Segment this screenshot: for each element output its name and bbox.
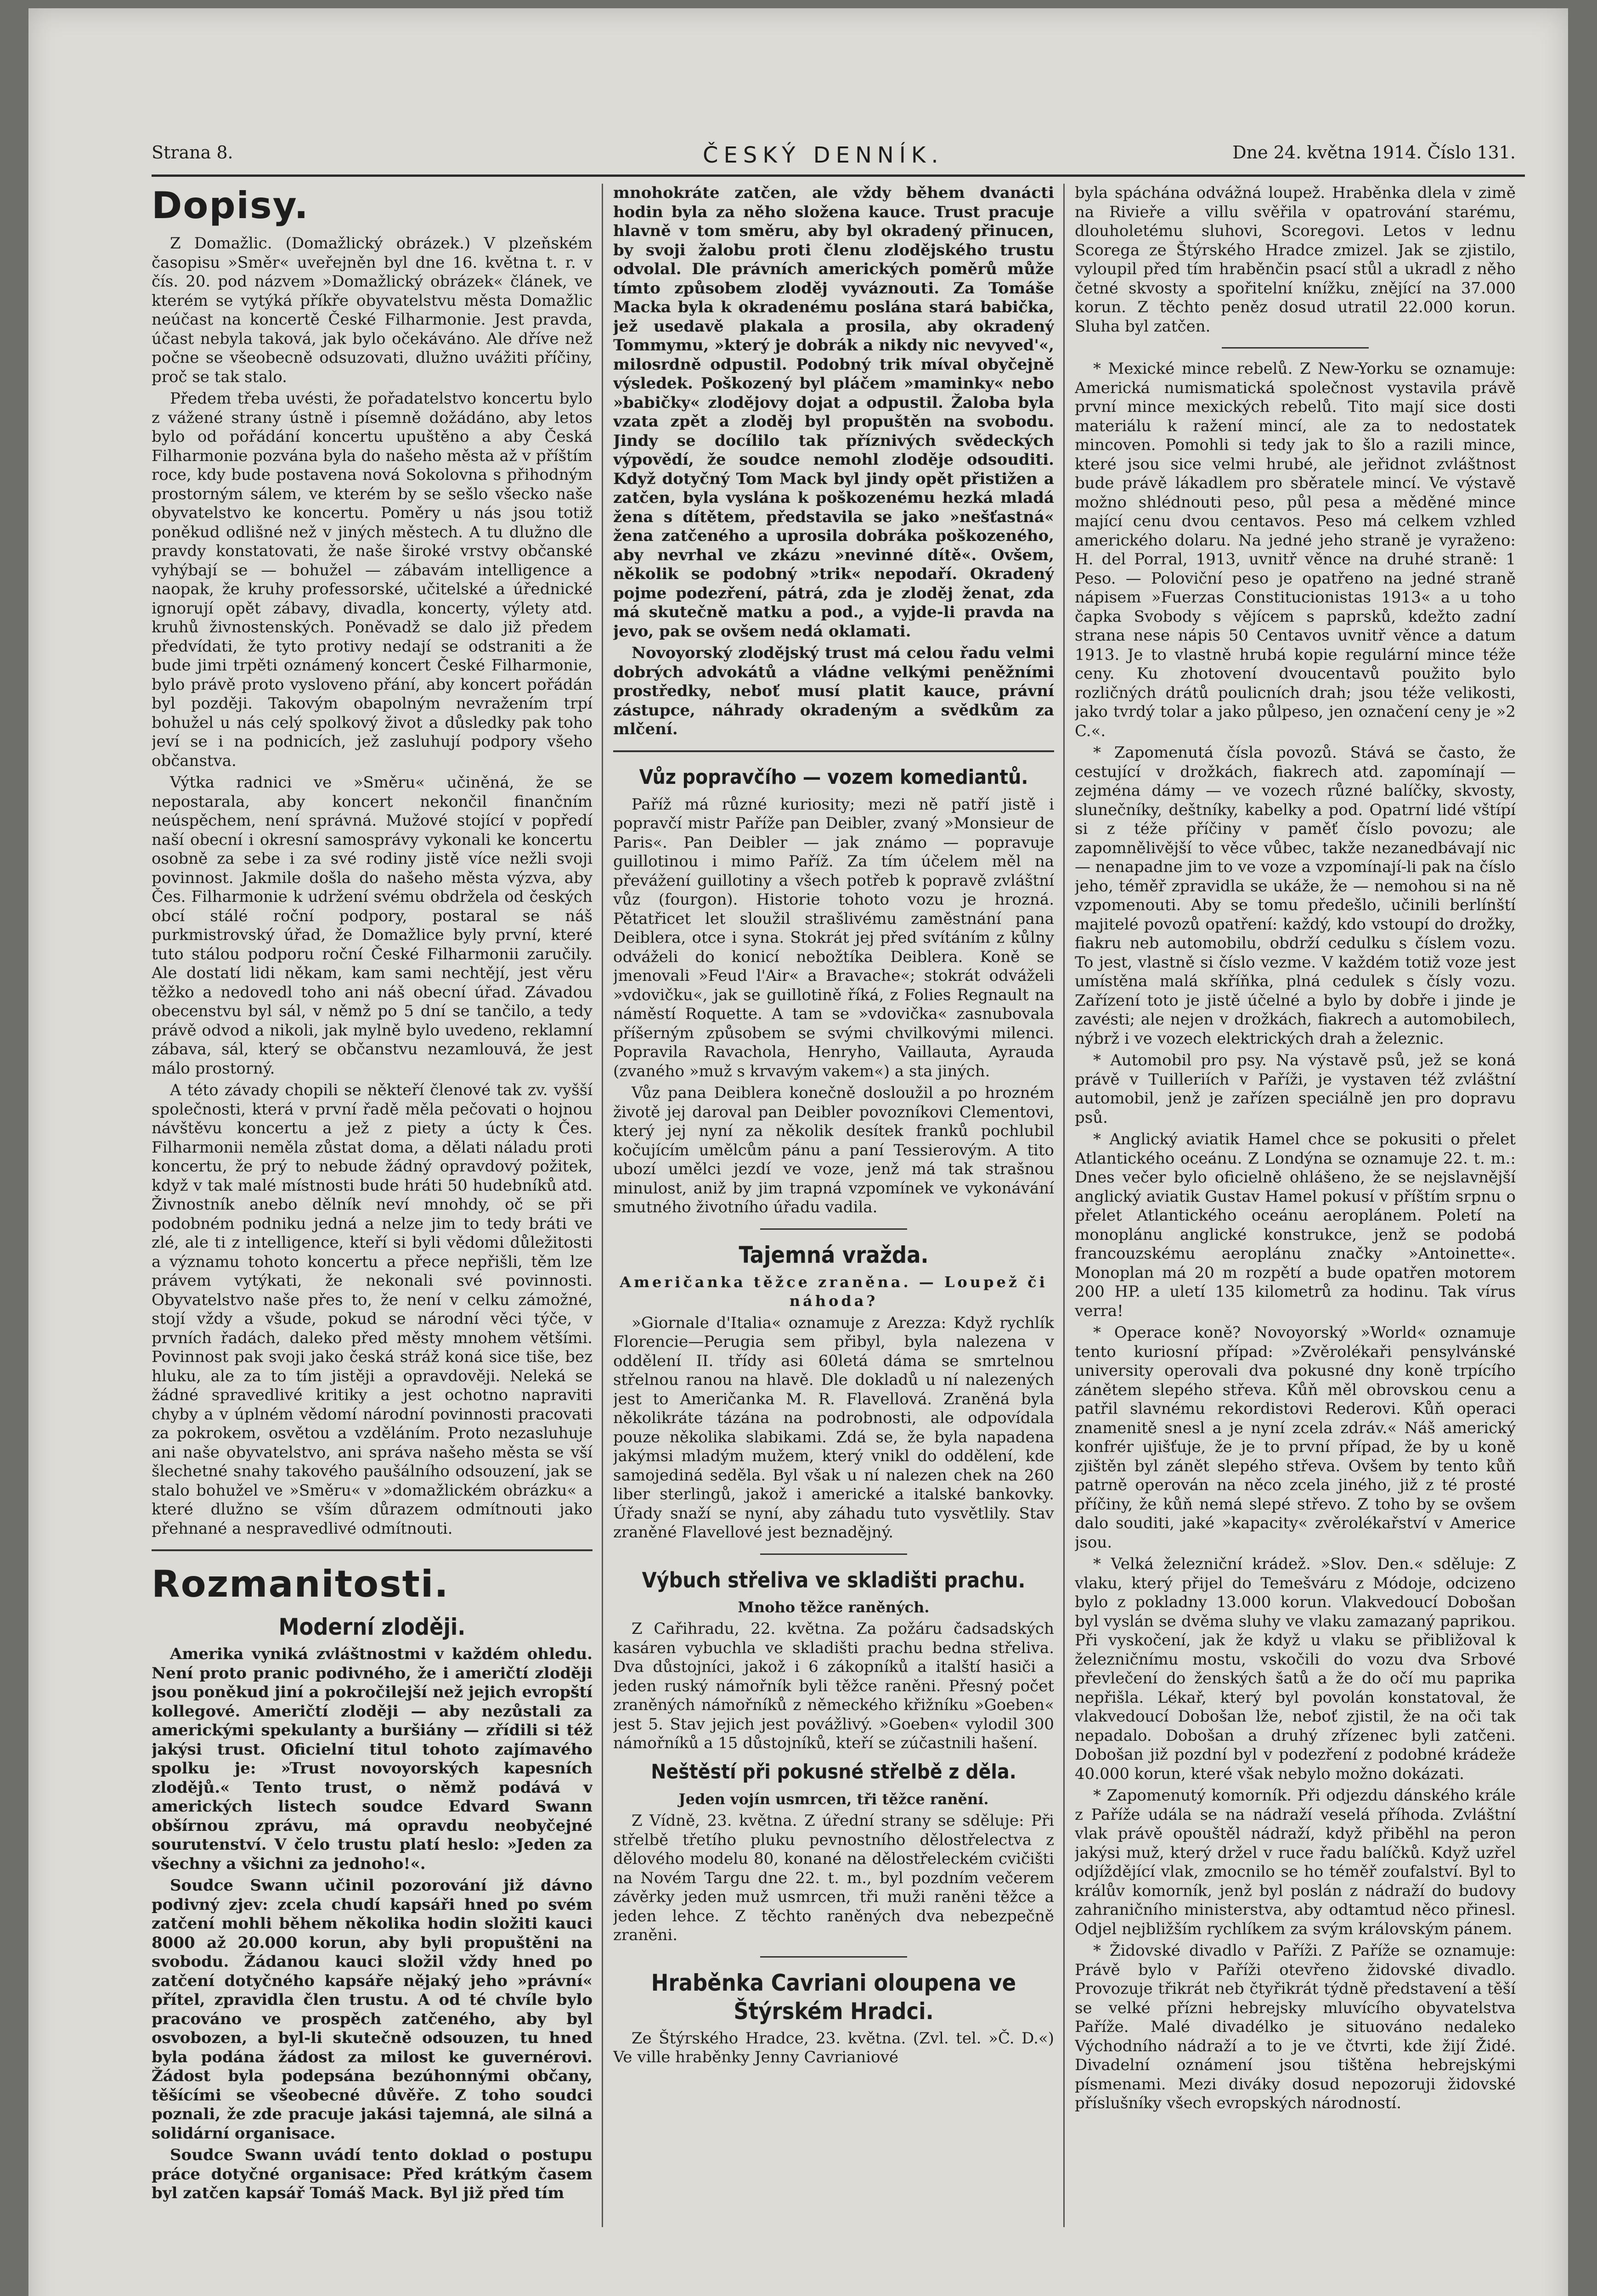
news-item: * Mexické mince rebelů. Z New-Yorku se oznamuje: Americká numismatická společnost vystavila právě první mince mexických rebelů. Tito mají sice dosti materiálu k ražení mincí, ale za to nedostatek mincoven. Pomohli si tedy jak to šlo a razili mince, které jsou sice velmi hrubé, ale jeřidnot zvláštnost bude právě lákadlem pro sběratele mincí. Ve výstavě možno shlédnouti peso, půl pesa a měděné mince mající cenu dvou centavos. Peso má celkem vzhled amerického dolaru. Na jedné jeho straně je vyraženo: H. del Porral, 1913, uvnitř věnce na druhé straně: 1 Peso. — Poloviční peso je opatřeno na jedné straně nápisem »Fuerzas Constitucionistas 1913« a u toho čapka Svobody s vějícem s paprsků, kdežto zadní strana nese nápis 50 Centavos uvnitř věnce a datum 1913. Je to vlastně hrubá kopie regulární mince téže ceny. Ku zhotovení dvoucentavů použito bylo rozličných drátů poulicních drah; jsou téže velikosti, jako tvrdý tolar a jako půlpeso, jen označení ceny je »2 C.«. <box>1075 360 1516 740</box>
news-item: * Zapomenutý komorník. Při odjezdu dánského krále z Paříže udála se na nádraží veselá příhoda. Zvláštní vlak právě opouštěl nádraží, když přiběhl na peron jakýsi muž, který držel v ruce řadu balíčků. Když uzřel odjíždějící vlak, zmocnilo se ho téměř zoufalství. Byl to králův komorník, jenž byl poslán z nádraží do budovy zahraničního ministerstva, aby odtamtud něco přinesl. Odjel nejbližším rychlíkem za svým královským pánem. <box>1075 1786 1516 1938</box>
page-number: Strana 8. <box>152 142 233 163</box>
article-heading: Neštěstí při pokusné střelbě z děla. <box>651 1760 1016 1784</box>
article-paragraph: Předem třeba uvésti, že pořadatelstvo koncertu bylo z vážené strany ústně i písemně dožádáno, aby letos bylo od pořádání koncertu upuštěno a aby Česká Filharmonie pozvána byla do našeho města až v příštím roce, kdy bude postavena nová Sokolovna s přihodným prostorným sálem, ve kterém by se sešlo všecko naše obyvatelstvo ke koncertu. Poměry u nás jsou totiž poněkud odlišné než v jiných městech. A tu dlužno dle pravdy konstatovati, že naše široké vrstvy občanské vyhýbají se — bohužel — zábavám intelligence a naopak, že kruhy professorské, učitelské a úřednické ignorují opět zábavy, divadla, koncerty, výlety atd. kruhů živnostenských. Poněvadž se dalo již předem předvídati, že tyto protivy nedají se odstraniti a že bude jimi trpěti oznámený koncert České Filharmonie, bylo právě proto vysloveno přání, aby koncert pořádán byl později. Takovým obapolným nevražením trpí bohužel u nás celý spolkový život a důsledky pak toho jeví se i na podnicích, jež zasluhují podpory všeho občanstva. <box>152 389 593 770</box>
page-header <box>152 138 1525 177</box>
article-paragraph: Výtka radnici ve »Směru« učiněná, že se nepostarala, aby koncert nekončil finančním neúspěchem, není správná. Mužové stojící v popředí naší obecní i okresní samosprávy vykonali ke koncertu osobně za sebe i za své rodiny jistě více nežli svoji povinnost. Jakmile došla do našeho města výzva, aby Čes. Filharmonie k udržení svému obdržela od českých obcí stálé roční podpory, postaral se náš purkmistrovský úřad, že Domažlice byly první, které tuto stálou podporu roční České Filharmonii zaručily. Ale dostatí lidi někam, kam sami nechtějí, jest věru těžko a nedovedl toho ani náš obecní úřad. Závadou obecenstvu byl sál, v němž po 5 dní se tančilo, a tedy právě odvod a nikoli, jak mylně bylo uvedeno, reklamní zábava, sál, který se občanstvu nezamlouvá, že jest málo prostorný. <box>152 773 593 1078</box>
news-item: * Židovské divadlo v Paříži. Z Paříže se oznamuje: Právě bylo v Paříži otevřeno židovské divadlo. Provozuje třikrát neb čtyřikrát týdně představení a těší se velké přízni hebrejsky mluvícího obyvatelstva Paříže. Malé divadélko je situováno nedaleko Východního nádraží a to je ve čtvrti, kde žijí Židé. Divadelní oznámení jsou tištěna hebrejskými písmenami. Mezi diváky dosud nepozoruji židovské příslušníky všech evropských národností. <box>1075 1941 1516 2112</box>
article-divider <box>1222 347 1369 349</box>
news-item: * Velká železniční krádež. »Slov. Den.« sděluje: Z vlaku, který přijel do Temešváru z Módoje, odcizeno bylo z pokladny 13.000 korun. Vlakvedoucí Dobošan byl vyslán se dvěma sluhy ve vlaku zamazaný paprikou. Při vyskočení, jak že když u vlaku se přibližoval k železničnímu mostu, vskočili do vozu dva Srbové převlečení do ženských šatů a že do očí mu paprika nepřišla. Lékař, který byl povolán konstatoval, že vlakvedoucí Dobošan lže, neboť zjistil, že na oči tak nepadalo. Dobošan a druhý zřízenec byli zatčeni. Dobošan již pozdní byl v podezření z podobné krádeže 40.000 korun, které však nebylo možno dokázati. <box>1075 1555 1516 1783</box>
article-subheading: Jeden vojín usmrcen, tři těžce ranění. <box>678 1790 989 1808</box>
article-paragraph: Soudce Swann učinil pozorování již dávno podivný zjev: zcela chudí kapsáři hned po svém zatčení mohli během několika hodin složiti kauci 8000 až 20.000 korun, aby byli propuštěni na svobodu. Žádanou kauci složil vždy hned po zatčení dotyčného kapsáře nějaký jeho »právní« přítel, zpravidla člen trustu. A od té chvíle bylo pracováno ve prospěch zatčeného, aby byl osvobozen, a byl-li skutečně odsouzen, tu hned byla podána žádost za milost ke guvernérovi. Žádost byla podepsána bezúhonnými občany, těšícími se všeobecné důvěře. Z toho soudci poznali, že zde pracuje jakási tajemná, ale silná a solidární organisace. <box>152 1876 593 2143</box>
article-divider <box>760 1553 907 1555</box>
article-divider <box>613 750 1054 752</box>
article-divider <box>760 1228 907 1230</box>
column-3 <box>1075 184 1516 2227</box>
article-paragraph: byla spáchána odvážná loupež. Hraběnka dlela v zimě na Rivieře a villu svěřila v opatrování starému, dlouholetému sluhovi, Scoregovi. Letos v lednu Scorega ze Štýrského Hradce zmizel. Jak se zjistilo, vyloupil před tím hraběnčin psací stůl a ukradl z něho četné skvosty a spořitelní knížku, znějící na 37.000 korun. Z těchto peněz dosud utratil 22.000 korun. Sluha byl zatčen. <box>1075 184 1516 336</box>
article-paragraph: Vůz pana Deiblera konečně dosloužil a po hrozném životě jej daroval pan Deibler povozníkovi Clementovi, který jej nyní za několik desítek franků pochlubil kočujícím umělcům pánu a paní Tessierovým. A tito ubozí umělci jezdí ve voze, jenž má tak strašnou minulost, aniž by jim trapná vzpomínek ve vykonávání smutného životního úřadu vadila. <box>613 1084 1054 1216</box>
article-heading: Tajemná vražda. <box>739 1241 929 1268</box>
article-paragraph: Amerika vyniká zvláštnostmi v každém ohledu. Není proto pranic podivného, že i američtí zloději jsou poněkud jiní a pokročilejší než jejich evropští kollegové. Američtí zloději — aby nezůstali za americkými spekulanty a buršiány — zřídili si též jakýsi trust. Oficielní titul tohoto zajímavého spolku je: »Trust novoyorských kapesních zlodějů.« Tento trust, o němž podává v amerických listech soudce Edvard Swann obšírnou zprávu, má opravdu neobyčejné sourutenství. V čelo trustu platí heslo: »Jeden za všechny a všichni za jednoho!«. <box>152 1645 593 1873</box>
article-paragraph: Soudce Swann uvádí tento doklad o postupu práce dotyčné organisace: Před krátkým časem byl zatčen kapsář Tomáš Mack. Byl již před tím <box>152 2146 593 2202</box>
column-rule <box>1063 184 1065 2227</box>
article-paragraph: Z Cařihradu, 22. května. Za požáru čadsadských kasáren vybuchla ve skladišti prachu bedna střeliva. Dva důstojníci, jakož i 6 zákopníků a italští hasiči a jeden ruský námořník byli těžce raněni. Přesný počet zraněných námořníků z německého křižníku »Goeben« jest 5. Stav jejich jest povážlivý. »Goeben« vylodil 300 námořníků a 15 důstojníků, kteří se zúčastnili hašení. <box>613 1620 1054 1752</box>
article-paragraph: Z Domažlic. (Domažlický obrázek.) V plzeňském časopisu »Směr« uveřejněn byl dne 16. května t. r. v čís. 20. pod názvem »Domažlický obrázek« článek, ve kterém se vytýká příkře obyvatelstvu města Domažlic neúčast na koncertě České Filharmonie. Jest pravda, účast nebyla taková, jak bylo očekáváno. Ale dříve než počne se všeobecně odsuzovati, dlužno uvážiti příčiny, proč se tak stalo. <box>152 234 593 386</box>
section-heading-dopisy: Dopisy. <box>152 184 309 227</box>
article-heading: Vůz popravčího — vozem komediantů. <box>639 765 1028 789</box>
section-heading-rozmanitosti: Rozmanitosti. <box>152 1563 449 1605</box>
article-paragraph: Z Vídně, 23. května. Z úřední strany se sděluje: Při střelbě třetího pluku pevnostního dělostřelectva z dělového modelu 80, konané na dělostřeleckém cvičišti na Novém Targu dne 22. t. m., byl pozdním večerem závěrky jeden muž usmrcen, tři muži raněni těžce a jeden lehce. Z těchto raněných dva nebezpečně zraněni. <box>613 1812 1054 1944</box>
article-paragraph: »Giornale d'Italia« oznamuje z Arezza: Když rychlík Florencie—Perugia sem přibyl, byla nalezena v oddělení II. třídy asi 60letá dáma se smrtelnou střelnou ranou na hlavě. Dle dokladů u ní nalezených jest to Američanka M. R. Flavellová. Zraněná byla několikráte tázána na podrobnosti, ale odpovídala pouze několika slabikami. Zdá se, že byla napadena jakýmsi mladým mužem, který vnikl do oddělení, kde samojediná seděla. Byl však u ní nalezen chek na 260 liber sterlingů, jakož i americké a italské bankovky. Úřady snaží se nyní, aby záhadu tuto vysvětlily. Stav zraněné Flavellové jest beznadějný. <box>613 1313 1054 1542</box>
column-2 <box>613 184 1054 2227</box>
article-paragraph: Ze Štýrského Hradce, 23. května. (Zvl. tel. »Č. D.«) Ve ville hraběnky Jenny Cavrianiové <box>613 2029 1054 2066</box>
article-subheading: Američanka těžce zraněna. — Loupež či náhoda? <box>620 1273 1048 1310</box>
article-subheading: Mnoho těžce raněných. <box>738 1598 930 1616</box>
news-item: * Zapomenutá čísla povozů. Stává se často, že cestující v drožkách, fiakrech atd. zapomínají — zejména dámy — ve vozech různé balíčky, skvosty, slunečníky, deštníky, kabelky a pod. Opatrní lidé vštípí si z téže příčiny v paměť číslo povozu; ale zapomnělivější to věce vůbec, takže nezanedbávají nic — nenapadne jim to ve voze a vzpomínají-li pak na číslo jeho, téměř zpravidla se ukáže, že — nemohou si na ně vzpomenouti. Aby se tomu předešlo, učinili berlínští majitelé povozů opatření: každý, kdo vstoupí do drožky, fiakru neb automobilu, obdrží cedulku s číslem vozu. To jest, vlastně si číslo vezme. V každém totiž voze jest umístěna malá skříňka, plná cedulek s čísly vozu. Zařízení toto je jistě účelné a bylo by dobře i jinde je zavésti; ale nejen v drožkách, fiakrech a automobilech, nýbrž i ve vozech elektrických drah a železnic. <box>1075 743 1516 1048</box>
column-1 <box>152 184 593 2227</box>
article-paragraph: mnohokráte zatčen, ale vždy během dvanácti hodin byla za něho složena kauce. Trust pracuje hlavně v tom směru, aby byl okradený přinucen, by svoji žalobu proti členu zlodějského trustu odvolal. Dle právních amerických poměrů může tímto způsobem zloděj vyváznouti. Za Tomáše Macka byla k okradenému poslána stará babička, jež usedavě plakala a prosila, aby okradený Tommymu, »který je dobrák a nikdy nic nevyved'«, milosrdně odpustil. Podobný trik míval obyčejně výsledek. Poškozený byl pláčem »maminky« nebo »babičky« zlodějovy dojat a odpustil. Žaloba byla vzata zpět a zloděj byl propuštěn na svobodu. Jindy se docílilo tak příznivých svědeckých výpovědí, že soudce nemohl zloděje odsouditi. Když dotyčný Tom Mack byl jindy opět přistižen a zatčen, byla vyslána k poškozenému hezká mladá žena s dítětem, představila se jako »nešťastná« žena zatčeného a uprosila dobráka poškozeného, aby nevrhal ve zkázu »nevinné dítě«. Ovšem, několik se podobný »trik« nepodaří. Okradený pojme podezření, pátrá, zda je zloděj ženat, zda má skutečně matku a pod., a vyjde-li pravda na jevo, pak se ovšem nedá oklamati. <box>613 184 1054 641</box>
article-heading: Hraběnka Cavriani oloupena ve Štýrském Hradci. <box>651 1969 1016 2025</box>
news-item: * Operace koně? Novoyorský »World« oznamuje tento kuriosní případ: »Zvěrolékaři pensylvánské university operovali dva pokusné dny koně trpícího zánětem slepého střeva. Kůň měl obrovskou cenu a patřil slavnému rekordistovi Rederovi. Kůň operaci znamenitě snesl a je nyní zcela zdráv.« Náš americký konfrér ujišťuje, že je to první případ, že by u koně zjištěn byl zánět slepého střeva. Ovšem by tento kůň patrně operován na něco zcela jiného, již z té prosté příčiny, že kůň nemá slepé střevo. Z toho by se ovšem dalo souditi, jaké »kapacity« zvěrolékařství v Americe jsou. <box>1075 1323 1516 1552</box>
news-item: * Automobil pro psy. Na výstavě psů, jež se koná právě v Tuilleriích v Paříži, je vystaven též zvláštní automobil, jenž je zařízen speciálně jen pro dopravu psů. <box>1075 1051 1516 1127</box>
news-item: * Anglický aviatik Hamel chce se pokusiti o přelet Atlantického oceánu. Z Londýna se oznamuje 22. t. m.: Dnes večer bylo oficielně ohlášeno, že se nejslavnější anglický aviatik Gustav Hamel pokusí v příštím srpnu o přelet Atlantického oceánu aeroplánem. Poletí na monoplánu anglické konstrukce, jenž se podobá francouzskému aeroplánu značky »Antoinette«. Monoplan má 20 m rozpětí a bude opatřen motorem 200 HP. a uletí 135 kilometrů za hodinu. Tak vírus verra! <box>1075 1130 1516 1320</box>
article-divider <box>760 1956 907 1958</box>
section-divider <box>152 1549 593 1551</box>
article-paragraph: Paříž má různé kuriosity; mezi ně patří jistě i popravčí mistr Paříže pan Deibler, zvaný »Monsieur de Paris«. Pan Deibler — jak známo — popravuje guillotinou i mimo Paříž. Za tím účelem měl na převážení guillotiny a všech potřeb k popravě zvláštní vůz (fourgon). Historie tohoto vozu je hrozná. Pětatřicet let sloužil strašlivému zaměstnání pana Deiblera, otce i syna. Stokrát jej před svítáním z kůlny odváželi do konicí nebožtíka Deiblera. Koně se jmenovali »Feud l'Air« a Bravache«; stokrát odváželi »vdovičku«, jak se guillotině říká, z Folies Regnault na náměstí Roquette. A tam se »vdovička« zasnubovala příšerným způsobem se svými chvilkovými milenci. Popravila Ravachola, Henryho, Vaillauta, Ayrauda (zvaného »muž s krvavým vakem«) a sta jiných. <box>613 795 1054 1080</box>
issue-date: Dne 24. května 1914. Číslo 131. <box>1232 142 1516 163</box>
article-paragraph: Novoyorský zlodějský trust má celou řadu velmi dobrých advokátů a vládne velkými peněžními prostředky, neboť musí platit kauce, právní zástupce, náhrady okradeným a svědkům za mlčení. <box>613 644 1054 738</box>
newspaper-title: ČESKÝ DENNÍK. <box>703 142 944 168</box>
column-rule <box>602 184 603 2227</box>
article-paragraph: A této závady chopili se někteří členové tak zv. vyšší společnosti, která v první řadě měla pečovati o hojnou návštěvu koncertu a jež z piety a úcty k Čes. Filharmonii neměla zůstat doma, a dělati náladu proti koncertu, že prý to nebude žádný opravdový požitek, když v tak malé místnosti bude hráti 50 hudebníků atd. Živnostník anebo dělník neví mnohdy, oč se při podobném podniku jedná a nelze jim to tedy bráti ve zlé, ale ti z intelligence, kteří si byli vědomi důležitosti a významu tohoto koncertu a přece nepřišli, těm lze právem vytýkati, že nekonali své povinnosti. Obyvatelstvo naše přes to, že není v celku zámožné, stojí vždy a všude, pokud se národní věci týče, v prvních řadách, daleko před městy mnohem většími. Povinnost pak svoji jako česká stráž koná sice tiše, bez hluku, ale za to tím jistěji a opravdověji. Neleká se žádné spravedlivé kritiky a jest ochotno napraviti chyby a v úplném vědomí národní povinnosti pracovati za pokrokem, osvětou a vzděláním. Proto nezasluhuje ani naše obyvatelstvo, ani správa našeho města se vší šlechetné snahy takového paušálního odsouzení, jak se stalo bohužel ve »Směru« v »domažlickém obrázku« a které dlužno se vším důrazem odmítnouti jako přehnané a nespravedlivé odmítnouti. <box>152 1081 593 1538</box>
article-heading: Výbuch střeliva ve skladišti prachu. <box>642 1567 1026 1593</box>
article-heading: Moderní zloději. <box>278 1614 466 1640</box>
